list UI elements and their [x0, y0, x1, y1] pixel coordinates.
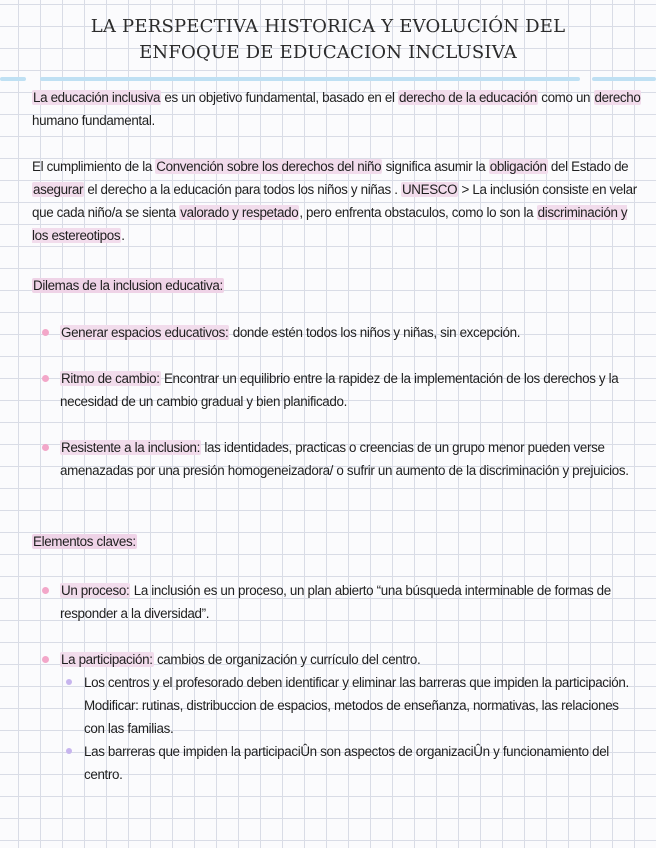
highlight-derecho-educacion: derecho de la educación [398, 90, 537, 105]
text: > La inclusión consiste en velar que cada niño/a se sienta [32, 182, 637, 220]
text: es un objetivo fundamental, basado en el [161, 90, 398, 105]
list-item [32, 579, 642, 625]
highlight-educacion-inclusiva: La educación inclusiva [33, 90, 161, 105]
highlight-discriminacion: discriminación y los estereotipos [32, 205, 628, 243]
document-body [32, 86, 642, 786]
list-item-text: La inclusión es un proceso, un plan abierto “una búsqueda interminable de formas de responder a la diversidad”. [60, 583, 611, 621]
text: el derecho a la educación para todos los niños y niñas . [84, 182, 401, 197]
elementos-heading-text: Elementos claves: [33, 534, 136, 549]
text: del Estado de [547, 159, 629, 174]
list-item-text: Encontrar un equilibrio entre la rapidez de la implementación de los derechos y la necesidad de un cambio gradual y bien planificado. [60, 371, 619, 409]
highlight-obligacion: obligación [489, 159, 547, 174]
page-title [30, 14, 626, 66]
dilemas-heading-text: Dilemas de la inclusion educativa: [33, 278, 223, 293]
text: como un [537, 90, 594, 105]
list-item-term: Ritmo de cambio: [61, 371, 160, 386]
elementos-heading [32, 530, 642, 553]
list-item-term: Generar espacios educativos: [61, 325, 229, 340]
intro-paragraph [32, 86, 642, 132]
list-item [32, 648, 642, 671]
sub-list-item-text: Los centros y el profesorado deben identificar y eliminar las barreras que impiden la participación. Modificar: rutinas, distribuccion de espacios, metodos de enseñanza, normativas, las relaciones con las familias. [84, 675, 629, 736]
dilemas-heading [32, 274, 642, 297]
highlight-asegurar: asegurar [33, 182, 84, 197]
highlight-unesco: UNESCO [401, 182, 458, 197]
list-item-term: Resistente a la inclusion: [61, 440, 201, 455]
list-item-term: Un proceso: [61, 583, 130, 598]
convention-paragraph [32, 155, 642, 247]
text: El cumplimiento de la [32, 159, 156, 174]
list-item [32, 367, 642, 413]
dilemas-list [32, 321, 642, 482]
sub-list-item-text: Las barreras que impiden la participaciÛn son aspectos de organizaciÛn y funcionamiento del centro. [84, 744, 609, 782]
decorative-stripe-main [40, 77, 580, 81]
text: . [121, 228, 125, 243]
highlight-valorado: valorado y respetado [180, 205, 299, 220]
title-line-2: ENFOQUE DE EDUCACION INCLUSIVA [139, 42, 517, 63]
list-item-text: donde estén todos los niños y niñas, sin excepción. [229, 325, 521, 340]
list-item-text: las identidades, practicas o creencias de un grupo menor pueden verse amenazadas por una presión homogeneizadora/ o sufrir un aumento de la discriminación y prejuicios. [60, 440, 629, 478]
sub-list-item [32, 740, 642, 786]
decorative-stripe-right [592, 77, 656, 81]
highlight-derecho: derecho [594, 90, 641, 105]
decorative-stripe-left [0, 77, 26, 81]
elementos-list [32, 579, 642, 786]
list-item [32, 321, 642, 344]
sub-list-item [32, 671, 642, 740]
text: humano fundamental. [32, 113, 155, 128]
text: significa asumir la [382, 159, 489, 174]
list-item [32, 436, 642, 482]
list-item-text: cambios de organización y currículo del centro. [153, 652, 421, 667]
title-line-1: LA PERSPECTIVA HISTORICA Y EVOLUCIÓN DEL [90, 16, 566, 37]
list-item-term: La participación: [61, 652, 153, 667]
highlight-convencion: Convención sobre los derechos del niño [156, 159, 382, 174]
text: , pero enfrenta obstaculos, como lo son la [299, 205, 537, 220]
